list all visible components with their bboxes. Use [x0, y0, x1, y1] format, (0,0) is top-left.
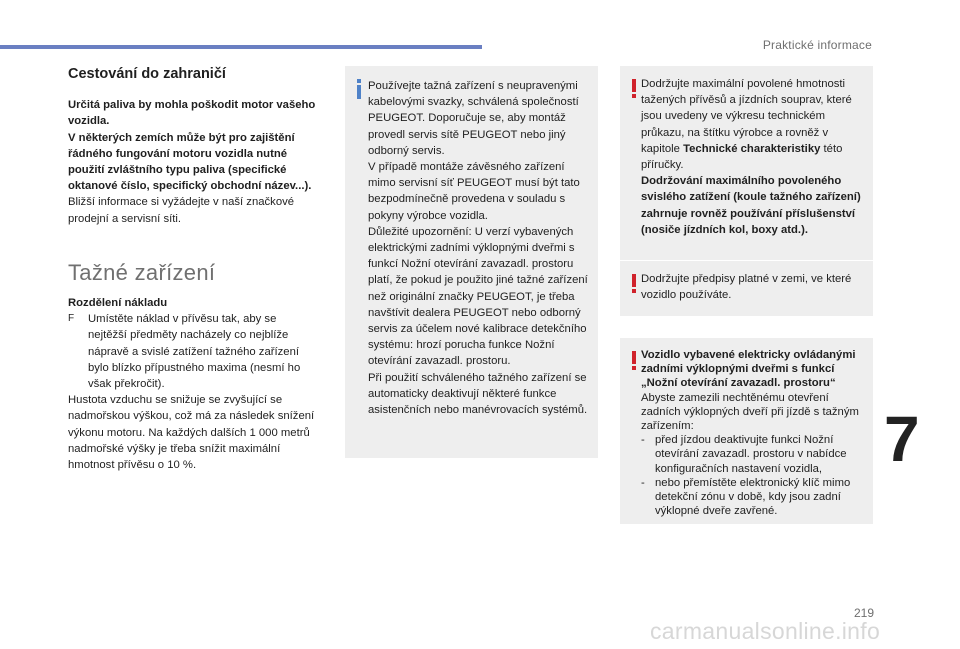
left-column	[68, 66, 318, 473]
info-icon	[354, 79, 364, 99]
top-accent-bar	[0, 45, 482, 49]
warning-icon	[629, 79, 639, 98]
dash-bullet: -	[641, 476, 645, 489]
list-item-text: před jízdou deaktivujte funkci Nožní otevírání zavazadl. prostoru v nabídce konfiguračních nastavení vozidla,	[655, 434, 847, 475]
towing-section-title: Tažné zařízení	[68, 259, 216, 285]
tailgate-heading: Vozidlo vybavené elektricky ovládanými zadními výklopnými dveřmi s funkcí „Nožní otevírání zavazadl. prostoru“	[641, 349, 856, 390]
dash-bullet: -	[641, 434, 645, 447]
info-box	[345, 66, 598, 458]
weights-text	[641, 76, 869, 173]
chapter-number: 7	[884, 403, 920, 475]
load-bullet	[68, 311, 318, 392]
info-paragraph: Důležité upozornění: U verzí vybavených elektrickými zadními výklopnými dveřmi s funkcí Nožní otevírání zavazadl. prostoru platí, že pokud je použito jiné tažné zařízení než originální značky PEUGEOT, je třeba navštívit dealera PEUGEOT nebo odborný servis za účelem nové kalibrace detekčního systému: hrozí porucha funkce Nožní otevírání zavazadl. prostoru.	[368, 225, 588, 368]
travel-fuel-warning: Určitá paliva by mohla poškodit motor vašeho vozidla. V některých zemích může být pro zajištění řádného fungování motoru vozidla nutné použití zvláštního typu paliva (specifické oktanové číslo, specifický obchodní název...).	[68, 99, 316, 193]
weights-chapter-link: Technické charakteristiky	[683, 142, 821, 155]
load-distribution-heading: Rozdělení nákladu	[68, 297, 168, 310]
watermark: carmanualsonline.info	[650, 618, 881, 644]
info-paragraph: Používejte tažná zařízení s neupravenými kabelovými svazky, schválená společností PEUGEOT. Doporučuje se, aby montáž provedl servis sítě PEUGEOT nebo jiný odborný servis.	[368, 80, 579, 157]
warning-icon	[629, 351, 639, 370]
list-item	[641, 433, 869, 476]
warning-box-regulations	[620, 261, 873, 316]
altitude-text: Hustota vzduchu se snižuje se zvyšující se nadmořskou výškou, což má za následek snížení výkonu motoru. Na každých dalších 1 000 metrů nadmořské výšky je třeba snížit maximální hmotnost přívěsu o 10 %.	[68, 394, 315, 472]
info-box-text	[368, 78, 593, 418]
weights-text-c: této příručky.	[641, 142, 843, 172]
section-header: Praktické informace	[762, 38, 872, 52]
warning-text	[641, 271, 869, 303]
weights-text-a: Dodržujte maximální povolené hmotnosti tažených přívěsů a jízdních souprav, které jsou uvedeny ve výkresu technickém průkazu, na štítku výrobce a rovněž v kapitole	[641, 78, 852, 155]
bullet-arrow-icon: F	[68, 313, 75, 325]
warning-text	[641, 348, 869, 518]
warning-box-tailgate	[620, 338, 873, 524]
regulations-text: Dodržujte předpisy platné v zemi, ve které vozidlo používáte.	[641, 273, 852, 302]
warning-text	[641, 76, 869, 238]
page-number: 219	[854, 606, 875, 620]
travel-title: Cestování do zahraničí	[68, 66, 226, 82]
load-bullet-text: Umístěte náklad v přívěsu tak, aby se nejtěžší předměty nacházely co nejblíže nápravě a svislé zatížení tažného zařízení bylo blízko přípustného maxima (nesmí ho však překročit).	[88, 313, 301, 391]
tailgate-intro: Abyste zamezili nechtěnému otevření zadních výklopných dveří při jízdě s tažným zařízením:	[641, 391, 859, 433]
list-item-text: nebo přemístěte elektronický klíč mimo detekční zónu v době, kdy jsou zadní výklopné dveře zavřené.	[655, 476, 851, 518]
travel-note: Bližší informace si vyžádejte v naší značkové prodejní a servisní síti.	[68, 196, 295, 225]
info-paragraph: V případě montáže závěsného zařízení mimo servisní síť PEUGEOT musí být tato bezpodmínečně provedena v souladu s pokyny výrobce vozidla.	[368, 161, 580, 222]
info-paragraph: Při použití schváleného tažného zařízení se automaticky deaktivují některé funkce asistenčních nebo manévrovacích systémů.	[368, 371, 588, 417]
warning-box-weights	[620, 66, 873, 260]
warning-icon	[629, 274, 639, 293]
list-item	[641, 476, 869, 519]
vertical-load-text: Dodržování maximálního povoleného svislého zatížení (koule tažného zařízení) zahrnuje rovněž používání příslušenství (nosiče jízdních kol, boxy atd.).	[641, 175, 861, 236]
